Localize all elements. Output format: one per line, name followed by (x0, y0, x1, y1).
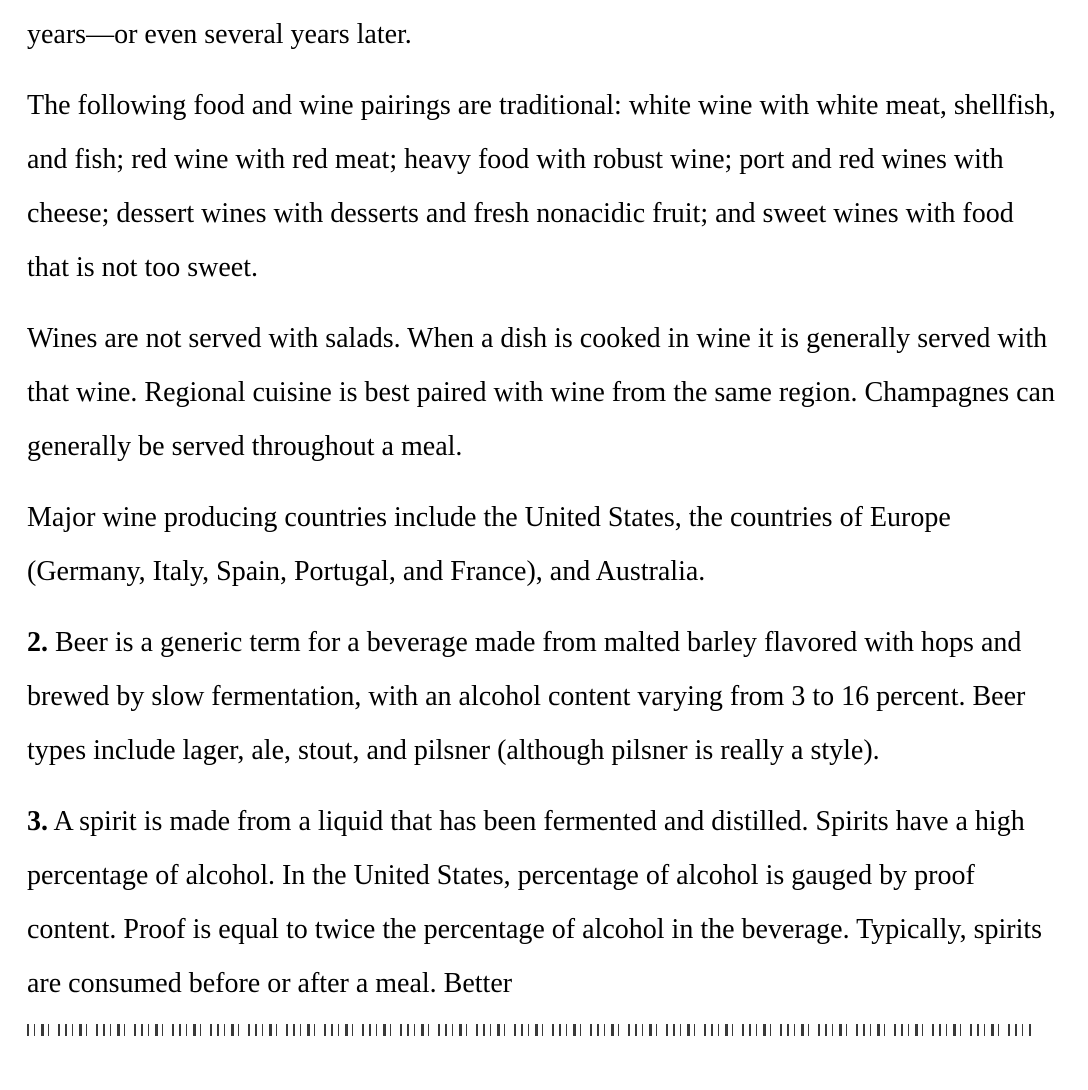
paragraph (27, 616, 1061, 778)
paragraph (27, 79, 1061, 295)
paragraph-text: Wines are not served with salads. When a dish is cooked in wine it is generally served with that wine. Regional cuisine is best paired with wine from the same region. Champagnes can generally be served throughout a meal. (27, 323, 1055, 462)
paragraph (27, 8, 1061, 62)
paragraph-text: years—or even several years later. (27, 19, 412, 50)
paragraph-text: Major wine producing countries include the United States, the countries of Europe (Germany, Italy, Spain, Portugal, and France), and Australia. (27, 502, 951, 587)
paragraph (27, 491, 1061, 599)
paragraph (27, 795, 1061, 1011)
paragraph-text: The following food and wine pairings are traditional: white wine with white meat, shellfish, and fish; red wine with red meat; heavy food with robust wine; port and red wines with cheese; dessert wines with desserts and fresh nonacidic fruit; and sweet wines with food that is not too sweet. (27, 90, 1056, 283)
paragraph-number: 3. (27, 806, 48, 837)
paragraph-text: Beer is a generic term for a beverage made from malted barley flavored with hops and brewed by slow fermentation, with an alcohol content varying from 3 to 16 percent. Beer types include lager, ale, stout, and pilsner (although pilsner is really a style). (27, 627, 1026, 766)
paragraph-text: A spirit is made from a liquid that has been fermented and distilled. Spirits have a high percentage of alcohol. In the United States, percentage of alcohol is gauged by proof content. Proof is equal to twice the percentage of alcohol in the beverage. Typically, spirits are consumed before or after a meal. Better (27, 806, 1043, 999)
clipped-text-line (27, 1024, 1031, 1036)
paragraph (27, 312, 1061, 474)
paragraph-number: 2. (27, 627, 48, 658)
